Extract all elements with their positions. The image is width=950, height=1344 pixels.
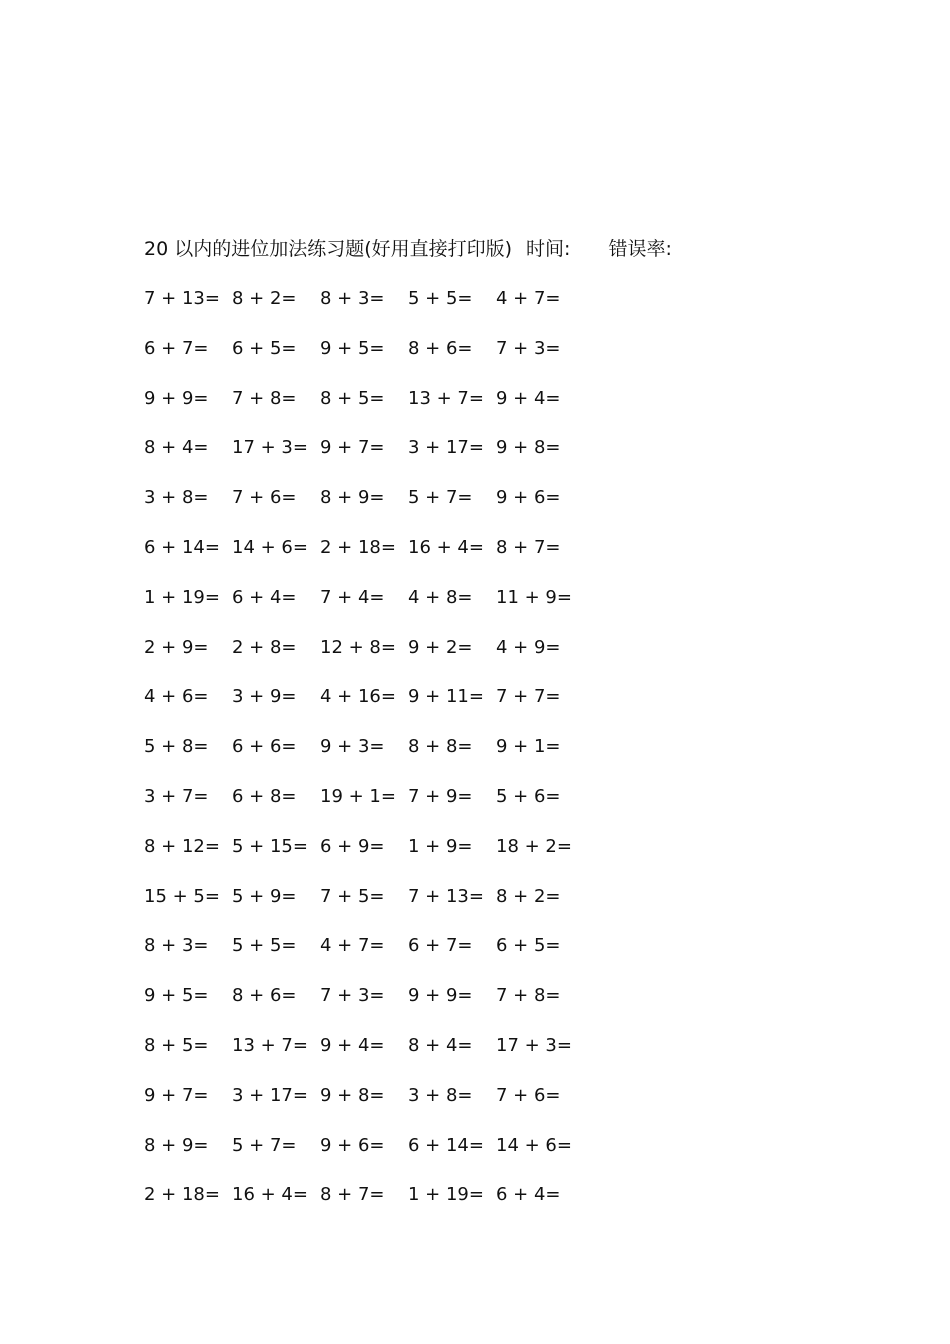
addition-problem: 9 + 4= <box>320 1034 385 1056</box>
worksheet-title: 20 以内的进位加法练习题(好用直接打印版) <box>144 238 513 260</box>
addition-problem: 8 + 3= <box>320 288 385 309</box>
addition-problem: 9 + 7= <box>144 1084 209 1106</box>
addition-problem: 8 + 5= <box>144 1034 209 1056</box>
addition-problem: 7 + 13= <box>144 288 220 309</box>
time-label: 时间: <box>526 238 571 260</box>
addition-problem: 5 + 15= <box>232 835 308 857</box>
addition-problem: 4 + 16= <box>320 686 396 708</box>
addition-problem: 6 + 14= <box>408 1134 484 1156</box>
addition-problem: 8 + 8= <box>408 736 473 758</box>
addition-problem: 17 + 3= <box>232 437 308 459</box>
addition-problem: 9 + 5= <box>144 985 209 1007</box>
addition-problem: 6 + 7= <box>408 935 473 957</box>
header-line <box>144 236 672 262</box>
addition-problem: 8 + 6= <box>232 985 297 1007</box>
addition-problem: 7 + 3= <box>320 985 385 1007</box>
addition-problem: 3 + 17= <box>232 1084 308 1106</box>
addition-problem: 9 + 6= <box>496 487 561 509</box>
addition-problem: 13 + 7= <box>232 1034 308 1056</box>
addition-problem: 5 + 5= <box>408 288 473 309</box>
addition-problem: 2 + 18= <box>144 1184 220 1206</box>
addition-problem: 5 + 8= <box>144 736 209 758</box>
addition-problem: 14 + 6= <box>232 536 308 558</box>
addition-problem: 8 + 2= <box>496 885 561 907</box>
addition-problem: 9 + 5= <box>320 337 385 359</box>
addition-problem: 7 + 6= <box>496 1084 561 1106</box>
addition-problem: 7 + 8= <box>232 387 297 409</box>
addition-problem: 3 + 9= <box>232 686 297 708</box>
addition-problem: 9 + 2= <box>408 636 473 658</box>
addition-problem: 11 + 9= <box>496 586 572 608</box>
addition-problem: 6 + 5= <box>232 337 297 359</box>
addition-problem: 8 + 3= <box>144 935 209 957</box>
addition-problem: 7 + 6= <box>232 487 297 509</box>
addition-problem: 6 + 4= <box>232 586 297 608</box>
addition-problem: 18 + 2= <box>496 835 572 857</box>
addition-problem: 6 + 8= <box>232 785 297 807</box>
addition-problem: 6 + 6= <box>232 736 297 758</box>
addition-problem: 3 + 8= <box>144 487 209 509</box>
addition-problem: 7 + 8= <box>496 985 561 1007</box>
addition-problem: 8 + 6= <box>408 337 473 359</box>
addition-problem: 9 + 9= <box>144 387 209 409</box>
addition-problem: 1 + 9= <box>408 835 473 857</box>
addition-problem: 14 + 6= <box>496 1134 572 1156</box>
addition-problem: 8 + 4= <box>144 437 209 459</box>
addition-problem: 9 + 8= <box>496 437 561 459</box>
addition-problem: 1 + 19= <box>144 586 220 608</box>
addition-problem: 4 + 7= <box>496 288 561 309</box>
addition-problem: 9 + 3= <box>320 736 385 758</box>
addition-problem: 9 + 8= <box>320 1084 385 1106</box>
addition-problem: 8 + 4= <box>408 1034 473 1056</box>
addition-problem: 4 + 9= <box>496 636 561 658</box>
addition-problem: 15 + 5= <box>144 885 220 907</box>
addition-problem: 3 + 8= <box>408 1084 473 1106</box>
addition-problem: 9 + 11= <box>408 686 484 708</box>
addition-problem: 2 + 18= <box>320 536 396 558</box>
addition-problem: 4 + 7= <box>320 935 385 957</box>
addition-problem: 8 + 9= <box>144 1134 209 1156</box>
addition-problem: 9 + 4= <box>496 387 561 409</box>
addition-problem: 5 + 5= <box>232 935 297 957</box>
addition-problem: 5 + 9= <box>232 885 297 907</box>
addition-problem: 9 + 1= <box>496 736 561 758</box>
addition-problem: 1 + 19= <box>408 1184 484 1206</box>
addition-problem: 7 + 3= <box>496 337 561 359</box>
addition-problem: 6 + 7= <box>144 337 209 359</box>
addition-problem: 12 + 8= <box>320 636 396 658</box>
addition-problem: 5 + 7= <box>232 1134 297 1156</box>
addition-problem: 7 + 5= <box>320 885 385 907</box>
addition-problem: 7 + 7= <box>496 686 561 708</box>
addition-problem: 19 + 1= <box>320 785 396 807</box>
addition-problem: 5 + 7= <box>408 487 473 509</box>
addition-problem: 6 + 5= <box>496 935 561 957</box>
addition-problem: 8 + 5= <box>320 387 385 409</box>
addition-problem: 16 + 4= <box>408 536 484 558</box>
addition-problem: 2 + 8= <box>232 636 297 658</box>
addition-problem: 6 + 4= <box>496 1184 561 1206</box>
addition-problem: 6 + 14= <box>144 536 220 558</box>
addition-problem: 7 + 9= <box>408 785 473 807</box>
addition-problem: 8 + 12= <box>144 835 220 857</box>
addition-problem: 3 + 7= <box>144 785 209 807</box>
addition-problem: 9 + 7= <box>320 437 385 459</box>
addition-problem: 8 + 2= <box>232 288 297 309</box>
addition-problem: 2 + 9= <box>144 636 209 658</box>
error-rate-label: 错误率: <box>608 238 672 260</box>
addition-problem: 7 + 13= <box>408 885 484 907</box>
addition-problem: 8 + 9= <box>320 487 385 509</box>
addition-problem: 9 + 9= <box>408 985 473 1007</box>
addition-problem: 16 + 4= <box>232 1184 308 1206</box>
addition-problem: 17 + 3= <box>496 1034 572 1056</box>
addition-problem: 7 + 4= <box>320 586 385 608</box>
addition-problem: 5 + 6= <box>496 785 561 807</box>
addition-problem: 3 + 17= <box>408 437 484 459</box>
addition-problem: 8 + 7= <box>320 1184 385 1206</box>
addition-problem: 8 + 7= <box>496 536 561 558</box>
addition-problem: 9 + 6= <box>320 1134 385 1156</box>
addition-problem: 4 + 8= <box>408 586 473 608</box>
addition-problem: 13 + 7= <box>408 387 484 409</box>
addition-problem: 6 + 9= <box>320 835 385 857</box>
addition-problem: 4 + 6= <box>144 686 209 708</box>
